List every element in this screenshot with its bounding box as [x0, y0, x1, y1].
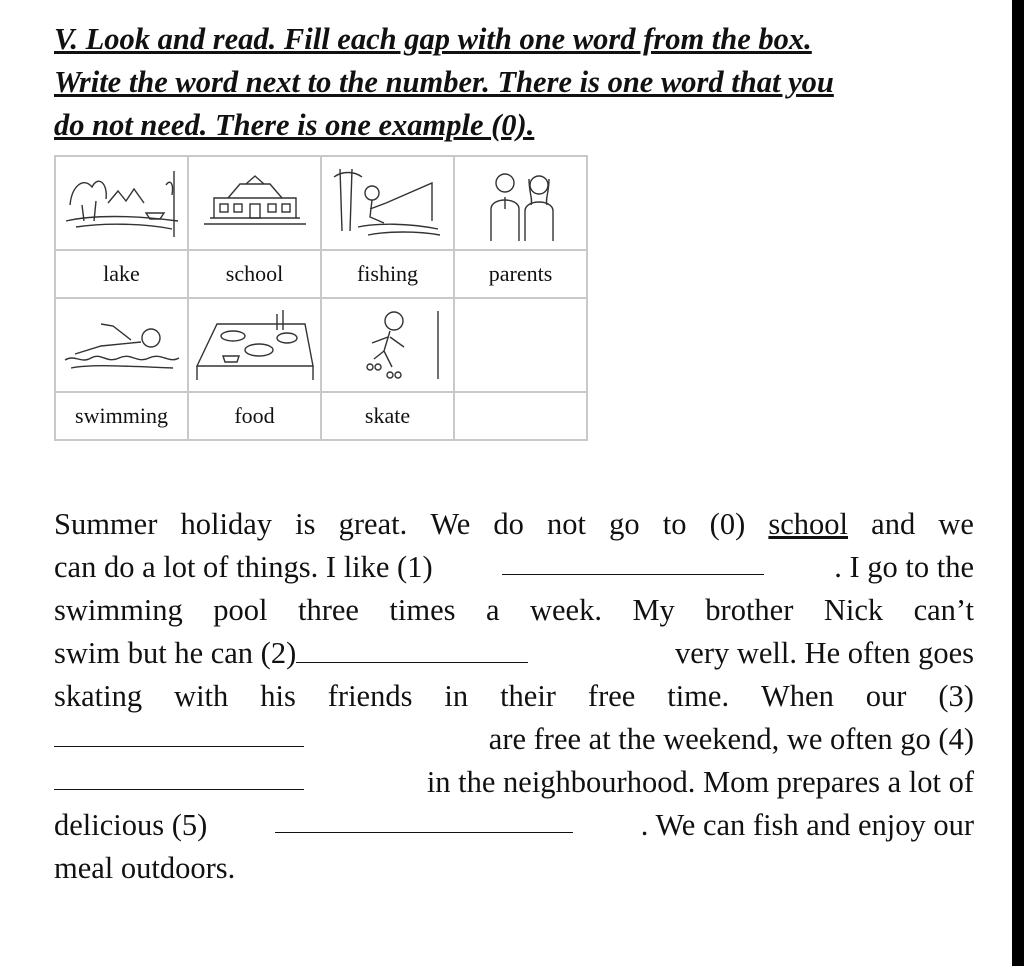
passage-word: Summer	[54, 507, 158, 541]
example-answer: school	[768, 507, 849, 541]
passage-word: (3)	[938, 679, 974, 713]
school-building-icon	[200, 168, 310, 238]
heading-line-3: do not need. There is one example (0).	[54, 108, 535, 142]
passage-word: and	[871, 507, 916, 541]
passage-line-8	[54, 804, 974, 847]
passage-word: a	[485, 593, 500, 627]
passage-word: can’t	[913, 593, 974, 627]
passage-word: we	[938, 507, 974, 541]
passage-word: to	[662, 507, 687, 541]
word-parents: parents	[454, 250, 587, 298]
passage-line-1	[54, 503, 974, 546]
passage-line-6	[54, 718, 974, 761]
word-fishing: fishing	[321, 250, 454, 298]
passage-word: three	[297, 593, 359, 627]
lake-picture-cell	[55, 156, 188, 250]
passage-text-run: delicious (5)	[54, 808, 208, 842]
passage-word: week.	[529, 593, 602, 627]
passage-group	[54, 632, 528, 675]
passage-word: time.	[667, 679, 730, 713]
passage-word: not	[547, 507, 587, 541]
skate-picture-cell	[321, 298, 454, 392]
school-picture-cell	[188, 156, 321, 250]
passage-text	[54, 503, 974, 890]
passage-word: Nick	[823, 593, 884, 627]
passage-word: pool	[213, 593, 268, 627]
empty-word-cell	[454, 392, 587, 440]
word-skate: skate	[321, 392, 454, 440]
passage-word: brother	[705, 593, 794, 627]
passage-word: friends	[327, 679, 413, 713]
passage-line-7	[54, 761, 974, 804]
skater-icon	[328, 307, 448, 383]
parents-picture-cell	[454, 156, 587, 250]
passage-word: go	[609, 507, 640, 541]
passage-line-4	[54, 632, 974, 675]
passage-word: do	[493, 507, 524, 541]
passage-word: with	[174, 679, 229, 713]
passage-line-9	[54, 847, 974, 890]
passage-word: times	[389, 593, 456, 627]
food-picture-cell	[188, 298, 321, 392]
passage-text-run: in the neighbourhood. Mom prepares a lot of	[426, 765, 974, 799]
passage-text-run: . We can fish and enjoy our	[640, 808, 974, 842]
passage-word: swimming	[54, 593, 183, 627]
passage-text-run: very well. He often goes	[675, 636, 974, 670]
word-food: food	[188, 392, 321, 440]
word-box-table	[54, 155, 588, 441]
swimming-picture-cell	[55, 298, 188, 392]
gap-1-blank[interactable]	[502, 546, 764, 575]
passage-text-run: swim but he can (2)	[54, 636, 297, 670]
fishing-boy-icon	[328, 165, 448, 241]
right-edge-bar	[1012, 0, 1024, 966]
empty-picture-cell	[454, 298, 587, 392]
passage-word: in	[444, 679, 469, 713]
passage-word: We	[430, 507, 471, 541]
passage-word: skating	[54, 679, 143, 713]
gap-4-blank[interactable]	[54, 761, 304, 790]
passage-word: My	[632, 593, 675, 627]
gap-3-blank[interactable]	[54, 718, 304, 747]
parents-icon	[471, 165, 571, 241]
passage-line-3	[54, 589, 974, 632]
exercise-heading	[54, 18, 984, 147]
swimmer-icon	[61, 310, 183, 380]
heading-line-2: Write the word next to the number. There is one word that you	[54, 65, 834, 99]
passage-line-5	[54, 675, 974, 718]
passage-word: (0)	[709, 507, 746, 541]
passage-text-run: . I go to the	[834, 550, 974, 584]
lake-scene-icon	[62, 165, 182, 241]
fishing-picture-cell	[321, 156, 454, 250]
food-table-icon	[193, 306, 317, 384]
passage-word: our	[865, 679, 907, 713]
passage-text-run: are free at the weekend, we often go (4)	[488, 722, 974, 756]
passage-line-2	[54, 546, 974, 589]
passage-text-run: can do a lot of things. I like (1)	[54, 550, 433, 584]
passage-word: their	[500, 679, 556, 713]
passage-word: his	[260, 679, 296, 713]
passage-word: When	[761, 679, 834, 713]
passage-word: holiday	[180, 507, 272, 541]
word-swimming: swimming	[55, 392, 188, 440]
word-school: school	[188, 250, 321, 298]
passage-word: is	[295, 507, 316, 541]
heading-line-1: V. Look and read. Fill each gap with one word from the box.	[54, 22, 812, 56]
passage-word: free	[587, 679, 636, 713]
word-lake: lake	[55, 250, 188, 298]
gap-2-blank[interactable]	[296, 634, 528, 663]
gap-5-blank[interactable]	[275, 804, 573, 833]
passage-word: great.	[338, 507, 408, 541]
passage-text-run: meal outdoors.	[54, 851, 236, 885]
